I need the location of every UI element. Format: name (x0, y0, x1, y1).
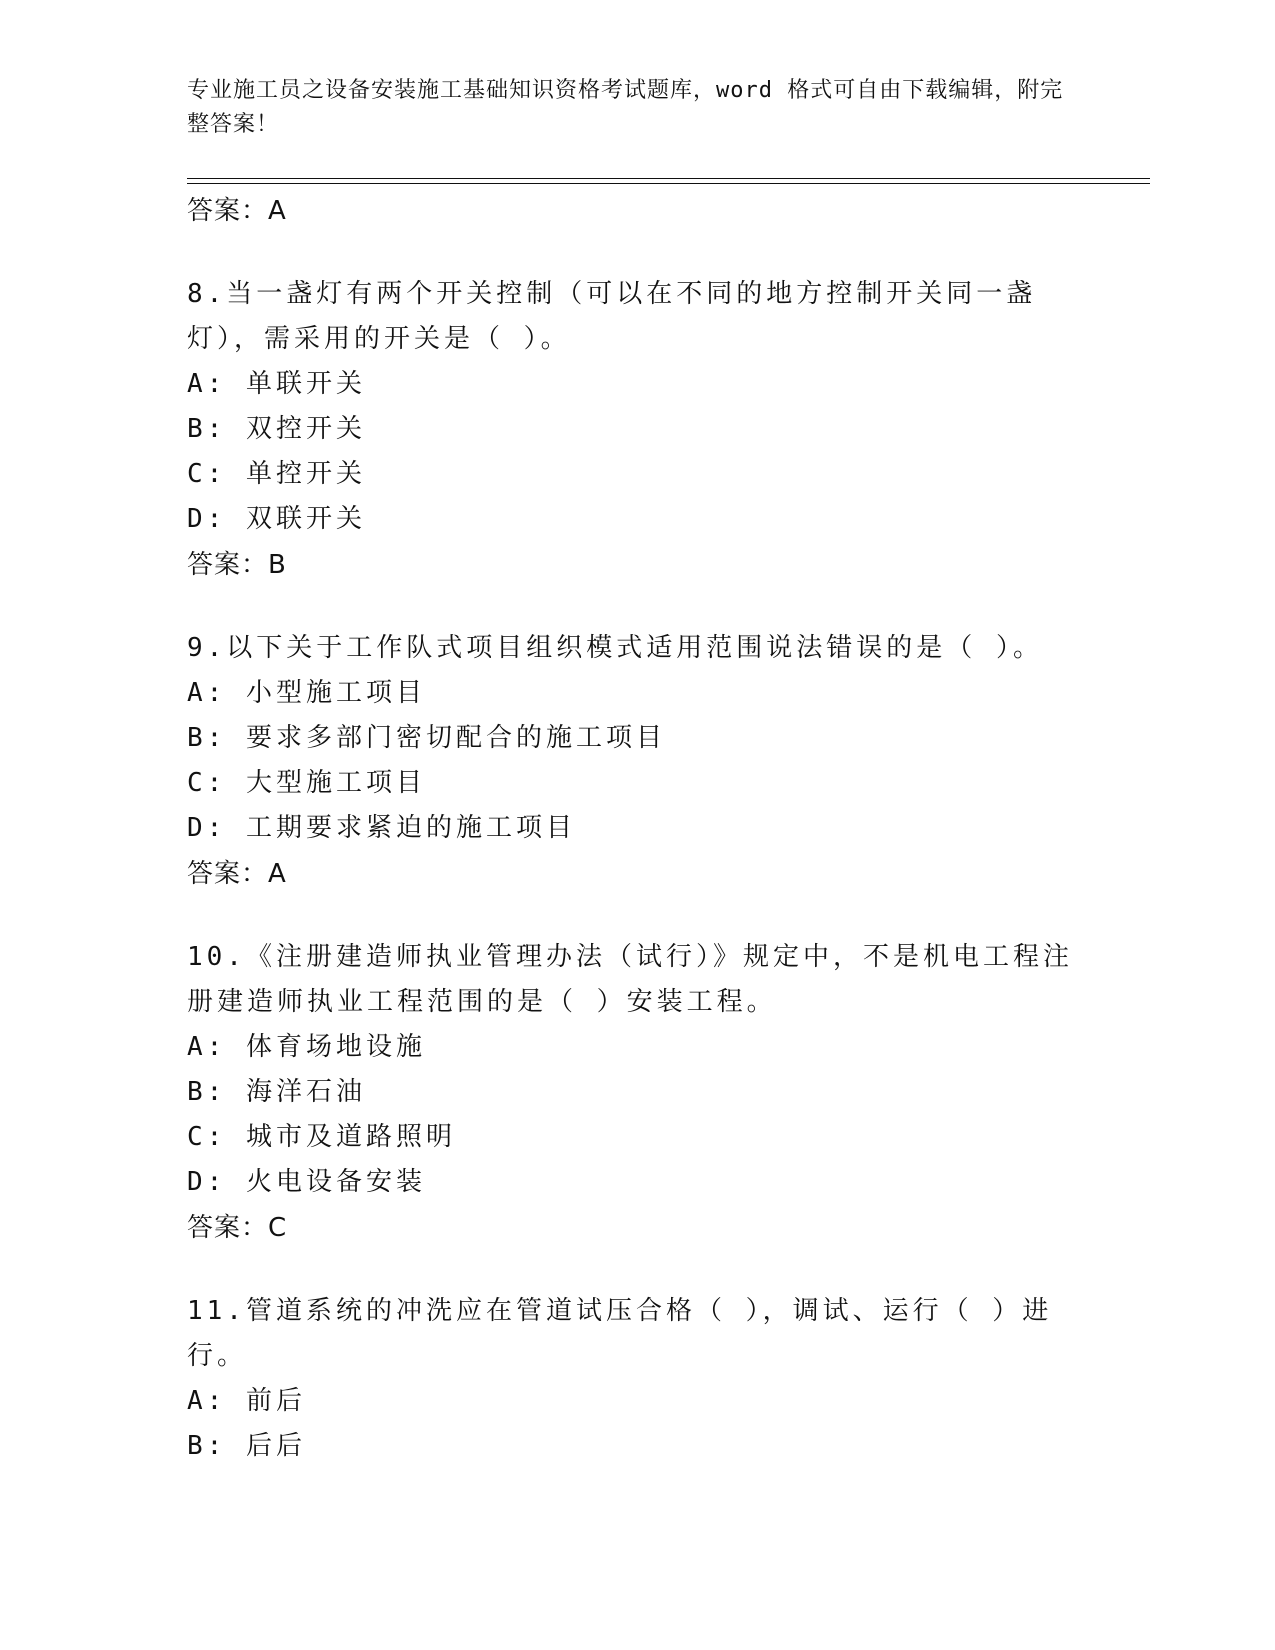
answer-line: 答案：C (187, 1213, 288, 1243)
option-c: C: 单控开关 (187, 459, 366, 489)
option-a: A: 前后 (187, 1386, 306, 1416)
option-c: C: 大型施工项目 (187, 768, 426, 798)
answer-line: 答案：B (187, 550, 287, 580)
option-d: D: 火电设备安装 (187, 1167, 426, 1197)
question-stem: 9.以下关于工作队式项目组织模式适用范围说法错误的是（ ）。 (187, 633, 1043, 663)
question-stem: 10.《注册建造师执业管理办法（试行）》规定中，不是机电工程注册建造师执业工程范围的是（ ）安装工程。 (187, 942, 1073, 1017)
question-9 (187, 626, 1150, 897)
page-header: 专业施工员之设备安装施工基础知识资格考试题库，word 格式可自由下载编辑，附完整答案！ (187, 78, 1064, 137)
question-stem: 11.管道系统的冲洗应在管道试压合格（ ），调试、运行（ ）进行。 (187, 1296, 1053, 1371)
question-10 (187, 935, 1150, 1251)
header-divider (187, 178, 1150, 179)
header-divider-second (187, 183, 1150, 184)
option-b: B: 要求多部门密切配合的施工项目 (187, 723, 666, 753)
option-d: D: 双联开关 (187, 504, 366, 534)
option-b: B: 双控开关 (187, 414, 366, 444)
answer-line: 答案：A (187, 196, 287, 226)
option-d: D: 工期要求紧迫的施工项目 (187, 813, 576, 843)
option-b: B: 后后 (187, 1431, 306, 1461)
question-11 (187, 1289, 1150, 1469)
option-a: A: 体育场地设施 (187, 1032, 426, 1062)
option-a: A: 单联开关 (187, 369, 366, 399)
option-a: A: 小型施工项目 (187, 678, 426, 708)
question-list (187, 188, 1150, 1469)
question-stem: 8.当一盏灯有两个开关控制（可以在不同的地方控制开关同一盏灯），需采用的开关是（ ）。 (187, 279, 1037, 354)
answer-line: 答案：A (187, 859, 287, 889)
question-8 (187, 272, 1150, 588)
option-c: C: 城市及道路照明 (187, 1122, 456, 1152)
option-b: B: 海洋石油 (187, 1077, 366, 1107)
